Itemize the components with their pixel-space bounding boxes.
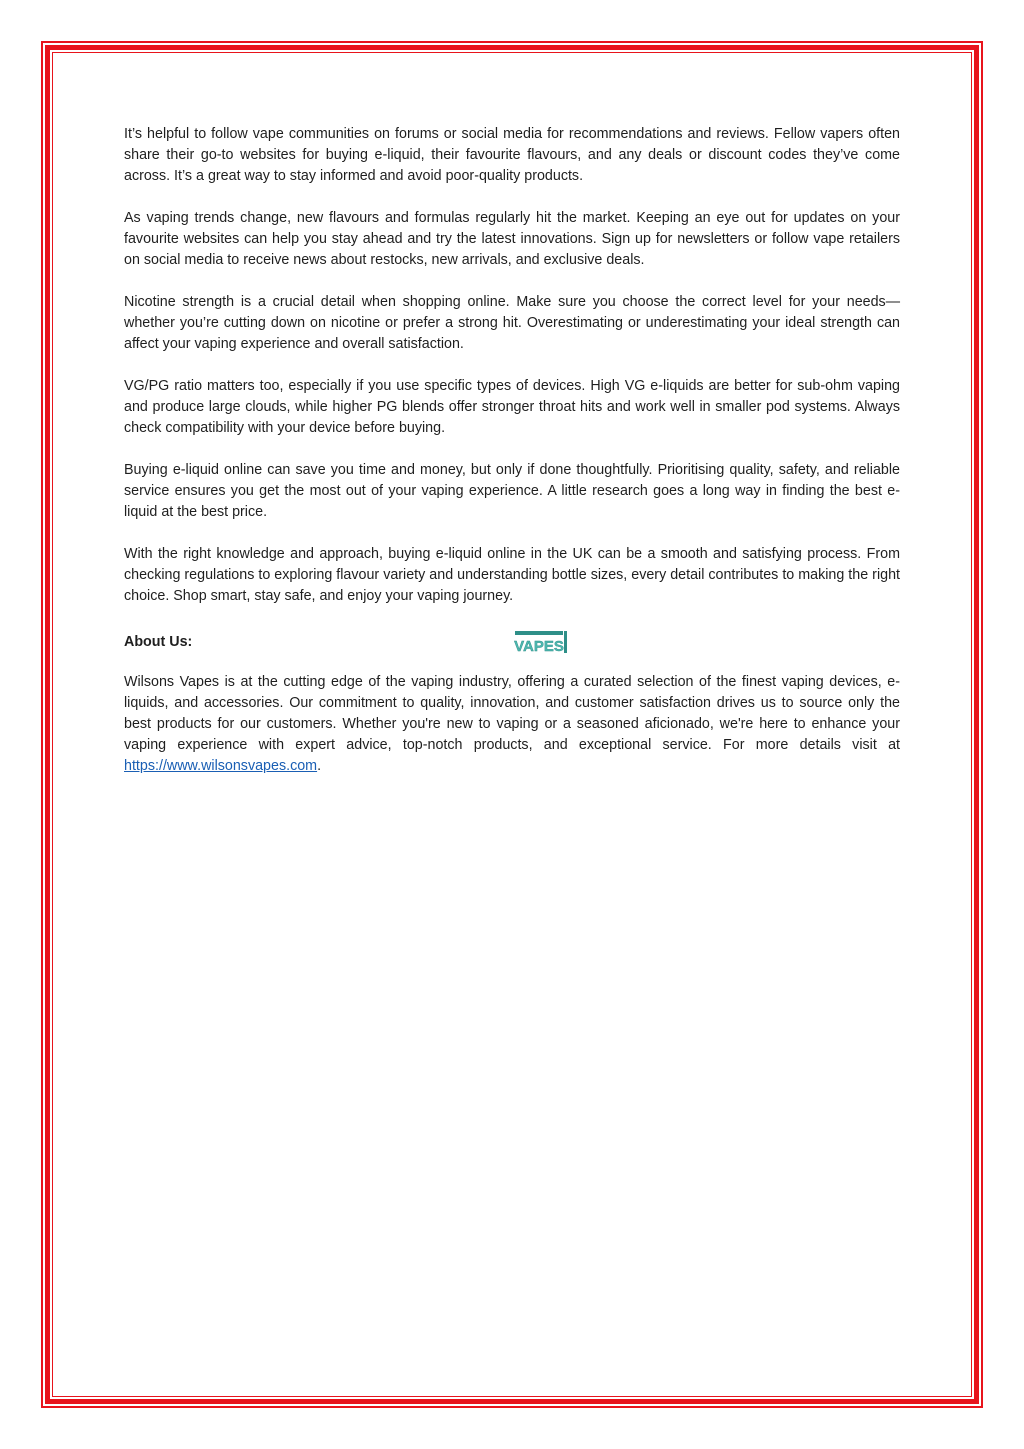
document-body (124, 124, 900, 798)
about-paragraph (124, 672, 900, 777)
paragraph-nicotine: Nicotine strength is a crucial detail when shopping online. Make sure you choose the correct level for your needs—whether you’re cutting down on nicotine or prefer a strong hit. Overestimating or underestimating your ideal strength can affect your vaping experience and overall satisfaction. (124, 294, 900, 352)
logo-banner (515, 631, 563, 635)
paragraph-communities: It’s helpful to follow vape communities on forums or social media for recommendations and reviews. Fellow vapers often share their go-to websites for buying e-liquid, their favourite flavours, and any deals or discount codes they’ve come across. It’s a great way to stay informed and avoid poor-quality products. (124, 126, 900, 184)
website-link[interactable]: https://www.wilsonsvapes.com (124, 758, 318, 774)
about-trailing-period: . (317, 758, 322, 774)
paragraph-buying: Buying e-liquid online can save you time and money, but only if done thoughtfully. Prioritising quality, safety, and reliable service ensures you get the most out of your vaping experience. A little research goes a long way in finding the best e-liquid at the best price. (124, 462, 900, 520)
logo-side-bar (564, 631, 567, 653)
logo-wordmark: VAPES (514, 638, 564, 655)
about-heading: About Us: (124, 634, 193, 650)
paragraph-conclusion: With the right knowledge and approach, buying e-liquid online in the UK can be a smooth and satisfying process. From checking regulations to exploring flavour variety and understanding bottle sizes, every detail contributes to making the right choice. Shop smart, stay safe, and enjoy your vaping journey. (124, 546, 900, 604)
paragraph-vg-pg: VG/PG ratio matters too, especially if you use specific types of devices. High VG e-liquids are better for sub-ohm vaping and produce large clouds, while higher PG blends offer stronger throat hits and work well in smaller pod systems. Always check compatibility with your device before buying. (124, 378, 900, 436)
about-body-text: Wilsons Vapes is at the cutting edge of the vaping industry, offering a curated selection of the finest vaping devices, e-liquids, and accessories. Our commitment to quality, innovation, and customer satisfaction drives us to source only the best products for our customers. Whether you're new to vaping or a seasoned aficionado, we're here to enhance your vaping experience with expert advice, top-notch products, and exceptional service. For more details visit at (124, 674, 900, 753)
about-section-header (124, 628, 900, 656)
paragraph-trends: As vaping trends change, new flavours and formulas regularly hit the market. Keeping an eye out for updates on your favourite websites can help you stay ahead and try the latest innovations. Sign up for newsletters or follow vape retailers on social media to receive news about restocks, new arrivals, and exclusive deals. (124, 210, 900, 268)
wilsons-vapes-logo (514, 628, 570, 656)
